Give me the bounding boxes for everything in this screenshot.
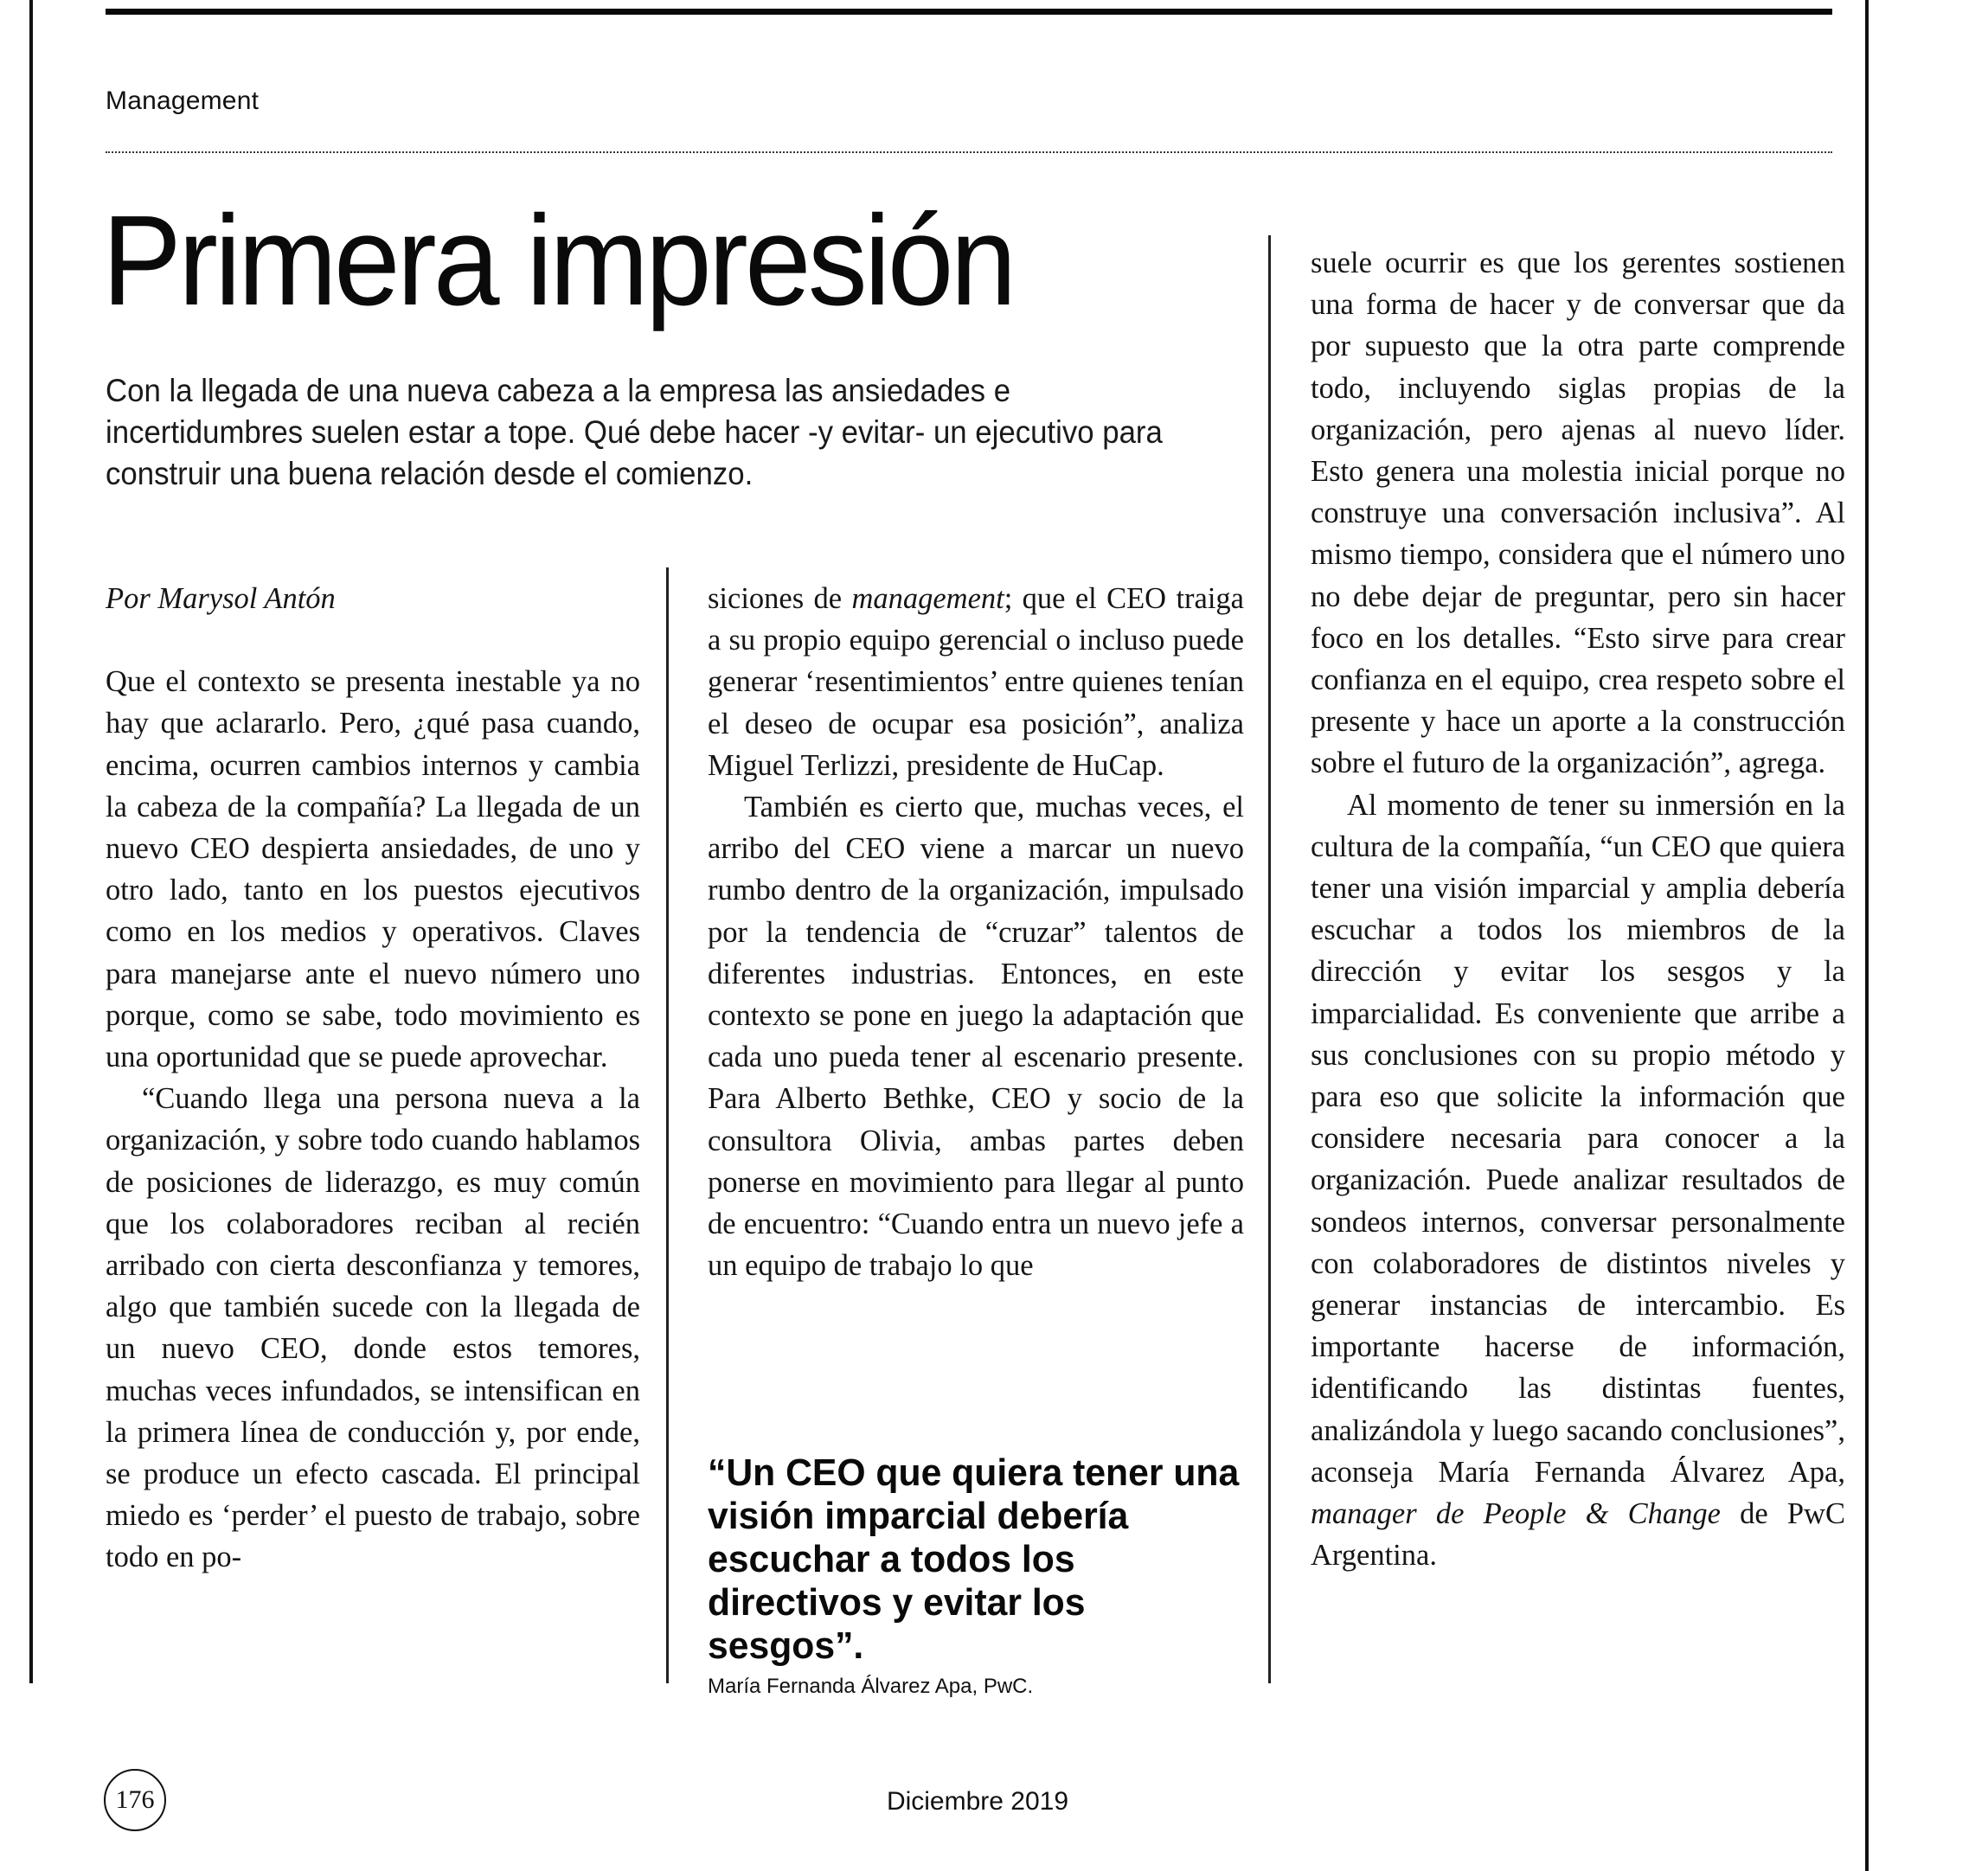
pull-quote-text: “Un CEO que quiera tener una visión imparcial debería escuchar a todos los directivos y evitar los sesgos”. bbox=[708, 1451, 1240, 1667]
article-column-1 bbox=[106, 578, 640, 1579]
byline: Por Marysol Antón bbox=[106, 582, 336, 615]
page-number: 176 bbox=[115, 1785, 155, 1814]
emphasis-text: manager de People & Change bbox=[1311, 1497, 1721, 1531]
paragraph: También es cierto que, muchas veces, el arribo del CEO viene a marcar un nuevo rumbo dentro de la organización, impulsado por la tendencia de “cruzar” talentos de diferentes industrias. Entonces, en este contexto se pone en juego la adaptación que cada uno pueda tener al escenario presente. Para Alberto Bethke, CEO y socio de la consultora Olivia, ambas partes deben ponerse en movimiento para llegar al punto de encuentro: “Cuando entra un nuevo jefe a un equipo de trabajo lo que bbox=[708, 791, 1244, 1283]
paragraph bbox=[708, 578, 1244, 786]
page-right-border bbox=[1865, 0, 1869, 1871]
article-title: Primera impresión bbox=[102, 189, 1014, 332]
paragraph bbox=[1311, 785, 1845, 1577]
page-left-border bbox=[29, 0, 33, 1683]
section-divider bbox=[106, 151, 1832, 153]
article-column-2 bbox=[708, 578, 1244, 1286]
paragraph: Que el contexto se presenta inestable ya no hay que aclararlo. Pero, ¿qué pasa cuando, encima, ocurren cambios internos y cambia la cabeza de la compañía? La llegada de un nuevo CEO despierta ansiedades, de uno y otro lado, tanto en los puestos ejecutivos como en los medios y operativos. Claves para manejarse ante el nuevo número uno porque, como se sabe, todo movimiento es una oportunidad que se puede aprovechar. bbox=[106, 665, 640, 1074]
article-column-3 bbox=[1311, 242, 1845, 1577]
emphasis-text: management bbox=[851, 582, 1004, 615]
page-number-badge bbox=[104, 1769, 166, 1831]
section-label: Management bbox=[106, 87, 260, 115]
pull-quote-attribution: María Fernanda Álvarez Apa, PwC. bbox=[708, 1675, 1034, 1698]
top-rule bbox=[106, 9, 1832, 15]
text-run: Al momento de tener su inmersión en la cultura de la compañía, “un CEO que quiera tener una visión imparcial y amplia debería escuchar a todos los miembros de la dirección y evitar los sesgos y la imparcialidad. Es conveniente que arribe a sus conclusiones con su propio método y para eso que solicite la información que considere necesaria para conocer a la organización. Puede analizar resultados de sondeos internos, conversar personalmente con colaboradores de distintos niveles y generar instancias de intercambio. Es importante hacerse de información, identificando las distintas fuentes, analizándola y luego sacando conclusiones”, aconseja María Fernanda Álvarez Apa, bbox=[1311, 788, 1845, 1489]
text-run: ; que el CEO traiga a su propio equipo gerencial o incluso puede generar ‘resentimientos’ entre quienes tenían el deseo de ocupar esa posición”, analiza Miguel Terlizzi, presidente de HuCap. bbox=[708, 582, 1244, 782]
paragraph: “Cuando llega una persona nueva a la organización, y sobre todo cuando hablamos de posiciones de liderazgo, es muy común que los colaboradores reciban al recién arribado con cierta desconfianza y temores, algo que también sucede con la llegada de un nuevo CEO, donde estos temores, muchas veces infundados, se intensifican en la primera línea de conducción y, por ende, se produce un efecto cascada. El principal miedo es ‘perder’ el puesto de trabajo, sobre todo en po- bbox=[106, 1082, 640, 1574]
issue-date: Diciembre 2019 bbox=[886, 1787, 1069, 1816]
pull-quote bbox=[708, 1451, 1261, 1699]
column-divider bbox=[1268, 235, 1271, 1683]
column-divider bbox=[666, 567, 669, 1683]
text-run: siciones de bbox=[708, 582, 852, 615]
text-run: de PwC Argentina. bbox=[1311, 1497, 1845, 1573]
article-deck: Con la llegada de una nueva cabeza a la empresa las ansiedades e incertidumbres suelen estar a tope. Qué debe hacer -y evitar- un ejecutivo para construir una buena relación desde el comienzo. bbox=[106, 373, 1163, 491]
paragraph: suele ocurrir es que los gerentes sostienen una forma de hacer y de conversar que da por supuesto que la otra parte comprende todo, incluyendo siglas propias de la organización, pero ajenas al nuevo líder. Esto genera una molestia inicial porque no construye una conversación inclusiva”. Al mismo tiempo, considera que el número uno no debe dejar de preguntar, pero sin hacer foco en los detalles. “Esto sirve para crear confianza en el equipo, crea respeto sobre el presente y hace un aporte a la construcción sobre el futuro de la organización”, agrega. bbox=[1311, 247, 1845, 780]
